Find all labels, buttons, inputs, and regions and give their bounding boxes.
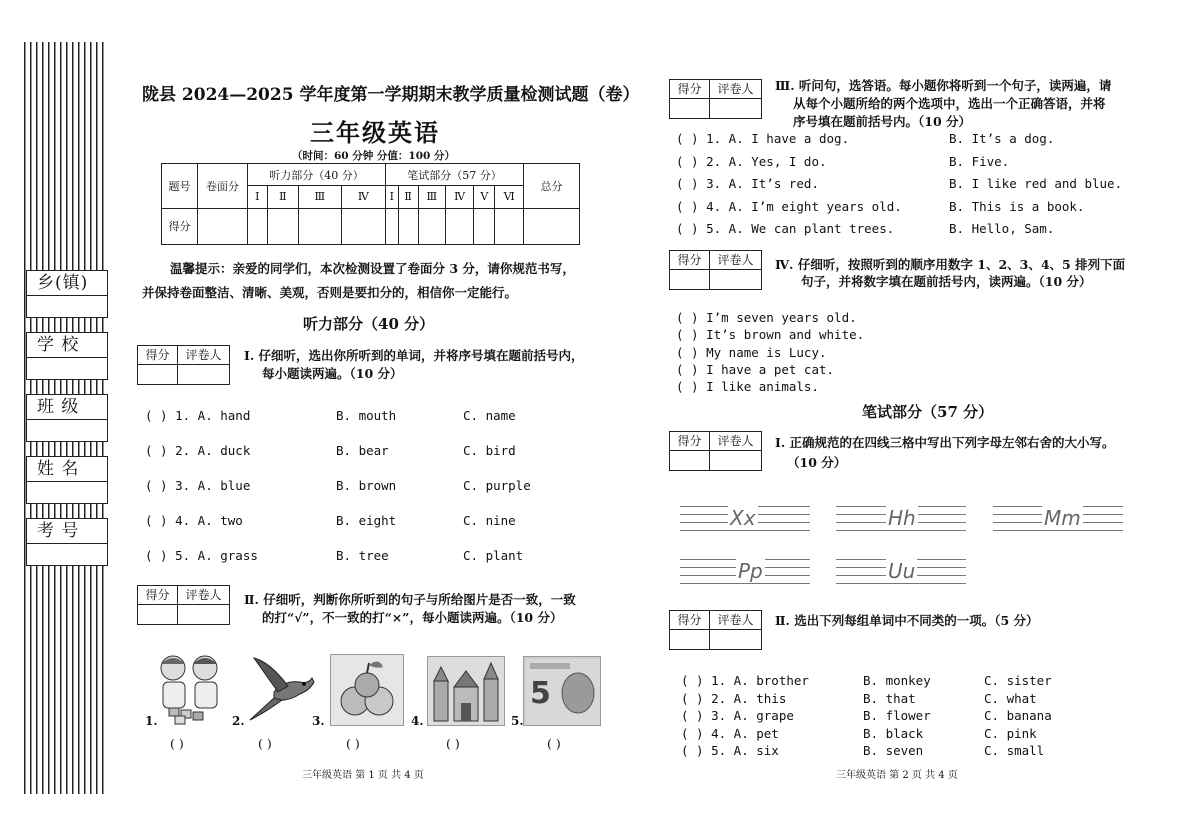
option-c[interactable]: C. name: [463, 408, 516, 423]
q3-instruction-3: 序号填在题前括号内。（10 分）: [793, 114, 971, 129]
option-a[interactable]: ( ) 5. A. We can plant trees.: [676, 221, 895, 236]
option-a[interactable]: ( ) 1. A. brother: [681, 673, 809, 688]
grader-box: [669, 610, 762, 650]
time-score: （时间：60 分钟 分值：100 分）: [292, 150, 455, 162]
col-w4: Ⅳ: [445, 186, 473, 208]
option-b[interactable]: B. that: [863, 690, 916, 706]
option-a[interactable]: ( ) 1. A. I have a dog.: [676, 131, 850, 146]
score-input[interactable]: [524, 208, 580, 244]
option-a[interactable]: ( ) 4. A. I’m eight years old.: [676, 198, 902, 214]
option-a[interactable]: ( ) 5. A. six: [681, 743, 779, 758]
q3-instruction: Ⅲ. 听问句，选答语。每小题你将听到一个句子，读两遍，请: [775, 78, 1112, 93]
name-field[interactable]: [26, 456, 108, 504]
option-a[interactable]: ( ) 2. A. duck: [145, 443, 251, 458]
township-field[interactable]: [26, 270, 108, 318]
option-b[interactable]: B. brown: [336, 478, 397, 493]
option-c[interactable]: C. bird: [463, 443, 516, 458]
option-b[interactable]: B. eight: [336, 513, 397, 528]
ordering-item[interactable]: ( ) It’s brown and white.: [676, 327, 865, 343]
grader-score-label: 得分: [670, 251, 710, 269]
option-a[interactable]: ( ) 1. A. hand: [145, 408, 251, 423]
grader-reviewer-label: 评卷人: [185, 348, 222, 362]
col-l2: Ⅱ: [267, 186, 298, 208]
score-input[interactable]: [298, 208, 341, 244]
class-field[interactable]: [26, 394, 108, 442]
option-c[interactable]: C. purple: [463, 478, 531, 493]
cell-defen: 得分: [162, 208, 198, 244]
score-input[interactable]: [267, 208, 298, 244]
col-w2: Ⅱ: [398, 186, 418, 208]
grader-reviewer-label: 评卷人: [185, 588, 222, 602]
cell-listening: 听力部分（40 分）: [248, 164, 386, 186]
cell-total: 总分: [524, 164, 580, 209]
letter-sample: Xx: [730, 506, 756, 530]
option-c[interactable]: C. pink: [984, 725, 1037, 741]
grader-reviewer-label: 评卷人: [717, 434, 754, 448]
option-b[interactable]: B. mouth: [336, 408, 397, 423]
option-a[interactable]: ( ) 2. A. Yes, I do.: [676, 153, 827, 169]
pic-label: 5.: [511, 714, 524, 728]
page2-footer: 三年级英语 第 2 页 共 4 页: [836, 770, 958, 781]
letter-sample: Pp: [738, 559, 763, 583]
ordering-item[interactable]: ( ) I’m seven years old.: [676, 310, 857, 325]
grader-score-label: 得分: [670, 432, 710, 450]
exam-number-field[interactable]: [26, 518, 108, 566]
score-input[interactable]: [385, 208, 398, 244]
q3-instruction-2: 从每个小题所给的两个选项中，选出一个正确答语，并将: [793, 96, 1106, 111]
pic-label: 3.: [312, 714, 325, 728]
q4-instruction: Ⅳ. 仔细听，按照听到的顺序用数字 1、2、3、4、5 排列下面: [775, 257, 1126, 272]
cell-writing: 笔试部分（57 分）: [385, 164, 523, 186]
letter-sample: Hh: [888, 506, 916, 530]
grader-score-label: 得分: [670, 611, 710, 629]
option-b[interactable]: B. I like red and blue.: [949, 176, 1123, 191]
option-c[interactable]: C. what: [984, 690, 1037, 706]
option-b[interactable]: B. This is a book.: [949, 198, 1085, 214]
option-a[interactable]: ( ) 5. A. grass: [145, 548, 258, 563]
ordering-item[interactable]: ( ) I like animals.: [676, 379, 819, 395]
option-a[interactable]: ( ) 3. A. It’s red.: [676, 176, 819, 191]
option-c[interactable]: C. sister: [984, 673, 1052, 688]
option-c[interactable]: C. banana: [984, 708, 1052, 723]
pic-label: 1.: [145, 714, 158, 728]
option-b[interactable]: B. Hello, Sam.: [949, 221, 1055, 236]
svg-text:5: 5: [530, 676, 551, 711]
grader-reviewer-label: 评卷人: [717, 253, 754, 267]
col-w3: Ⅲ: [418, 186, 445, 208]
answer-bracket[interactable]: ( ): [258, 736, 272, 751]
cell-tihao: 题号: [162, 164, 198, 209]
option-b[interactable]: B. bear: [336, 443, 389, 458]
bird-image: [244, 652, 318, 724]
field-label: 姓 名: [37, 459, 80, 479]
page1-footer: 三年级英语 第 1 页 共 4 页: [302, 770, 424, 781]
grader-score-label: 得分: [670, 80, 710, 98]
option-b[interactable]: B. tree: [336, 548, 389, 563]
grader-score-label: 得分: [138, 346, 178, 364]
field-label: 考 号: [37, 521, 80, 541]
col-l4: Ⅳ: [341, 186, 385, 208]
castle-image: [427, 656, 505, 726]
grader-box: [669, 250, 762, 290]
w1-instruction-2: （10 分）: [787, 455, 847, 470]
tip-line1: 温馨提示：亲爱的同学们，本次检测设置了卷面分 3 分，请你规范书写，: [170, 261, 575, 276]
apples-image: [330, 654, 404, 726]
col-w5: Ⅴ: [474, 186, 495, 208]
q1-instruction-2: 每小题读两遍。（10 分）: [262, 366, 403, 381]
grader-box: [669, 79, 762, 119]
option-a[interactable]: ( ) 2. A. this: [681, 690, 787, 706]
score-input[interactable]: [474, 208, 495, 244]
option-a[interactable]: ( ) 3. A. grape: [681, 708, 794, 723]
option-c[interactable]: C. plant: [463, 548, 524, 563]
option-b[interactable]: B. black: [863, 725, 924, 741]
answer-bracket[interactable]: ( ): [446, 736, 460, 751]
cell-juanmian: 卷面分: [198, 164, 248, 209]
answer-bracket[interactable]: ( ): [547, 736, 561, 751]
tip-line2: 并保持卷面整洁、清晰、美观，否则是要扣分的，相信你一定能行。: [142, 285, 518, 300]
option-c[interactable]: C. small: [984, 743, 1045, 758]
banknote-image: [523, 656, 601, 726]
score-input[interactable]: [418, 208, 445, 244]
w1-instruction: Ⅰ. 正确规范的在四线三格中写出下列字母左邻右舍的大小写。: [775, 435, 1115, 450]
option-b[interactable]: B. monkey: [863, 673, 931, 688]
score-input[interactable]: [398, 208, 418, 244]
col-w1: Ⅰ: [385, 186, 398, 208]
option-b[interactable]: B. flower: [863, 708, 931, 723]
field-label: 学 校: [37, 335, 80, 355]
exam-title: 陇县 2024—2025 学年度第一学期期末教学质量检测试题（卷）: [142, 85, 640, 105]
answer-bracket[interactable]: ( ): [170, 736, 184, 751]
col-l1: Ⅰ: [248, 186, 268, 208]
option-b[interactable]: B. Five.: [949, 153, 1010, 169]
field-label: 班 级: [37, 397, 80, 417]
score-table: [161, 163, 580, 245]
writing-heading: 笔试部分（57 分）: [862, 403, 994, 421]
option-a[interactable]: ( ) 3. A. blue: [145, 478, 251, 493]
letter-sample: Uu: [888, 559, 916, 583]
q4-instruction-2: 句子，并将数字填在题前括号内，读两遍。（10 分）: [801, 274, 1092, 289]
score-input[interactable]: [248, 208, 268, 244]
option-b[interactable]: B. It’s a dog.: [949, 131, 1055, 146]
score-input[interactable]: [341, 208, 385, 244]
pic-label: 4.: [411, 714, 424, 728]
school-field[interactable]: [26, 332, 108, 380]
w2-instruction: Ⅱ. 选出下列每组单词中不同类的一项。（5 分）: [775, 613, 1039, 628]
option-c[interactable]: C. nine: [463, 513, 516, 528]
children-playing-image: [155, 650, 227, 725]
grader-score-label: 得分: [138, 586, 178, 604]
pic-label: 2.: [232, 714, 245, 728]
col-w6: Ⅵ: [495, 186, 524, 208]
answer-bracket[interactable]: ( ): [346, 736, 360, 751]
score-input[interactable]: [198, 208, 248, 244]
q2-instruction-2: 的打“√”，不一致的打“×”，每小题读两遍。（10 分）: [262, 610, 563, 625]
col-l3: Ⅲ: [298, 186, 341, 208]
field-label: 乡(镇): [37, 273, 89, 293]
listening-heading: 听力部分（40 分）: [303, 315, 435, 333]
exam-subtitle: 三年级英语: [310, 118, 440, 147]
grader-box: [137, 345, 230, 385]
ordering-item[interactable]: ( ) My name is Lucy.: [676, 344, 827, 360]
option-a[interactable]: ( ) 4. A. two: [145, 513, 243, 528]
option-a[interactable]: ( ) 4. A. pet: [681, 725, 779, 741]
option-b[interactable]: B. seven: [863, 743, 924, 758]
score-input[interactable]: [495, 208, 524, 244]
grader-reviewer-label: 评卷人: [717, 613, 754, 627]
q1-instruction: Ⅰ. 仔细听，选出你所听到的单词，并将序号填在题前括号内，: [244, 348, 584, 363]
letter-sample: Mm: [1044, 506, 1081, 530]
grader-reviewer-label: 评卷人: [717, 82, 754, 96]
q2-instruction: Ⅱ. 仔细听，判断你所听到的句子与所给图片是否一致，一致: [244, 592, 576, 607]
grader-box: [137, 585, 230, 625]
ordering-item[interactable]: ( ) I have a pet cat.: [676, 361, 835, 377]
score-input[interactable]: [445, 208, 473, 244]
grader-box: [669, 431, 762, 471]
